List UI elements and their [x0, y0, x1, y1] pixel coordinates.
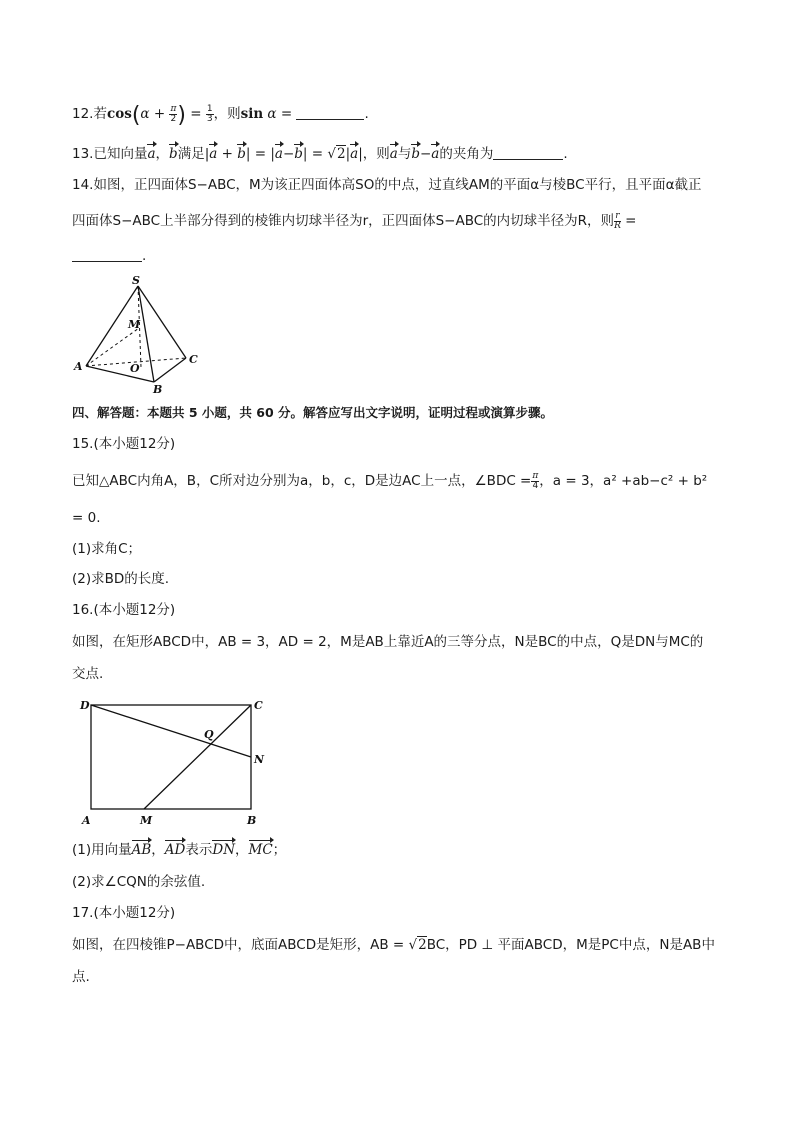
abs-bar: |: [345, 146, 351, 162]
denominator: 2: [170, 113, 177, 124]
label-O: O: [130, 362, 140, 375]
text: 如图，在四棱锥P−ABCD中，底面ABCD是矩形，AB =: [72, 937, 409, 953]
edge-AB: [86, 366, 154, 382]
numerator: π: [532, 470, 539, 481]
edge-SB: [138, 286, 154, 382]
text: 四面体S−ABC上半部分得到的棱锥内切球半径为r，正四面体S−ABC的内切球半径为R，则: [72, 213, 615, 229]
text: ，a = 3，a² +ab−c² + b²: [539, 473, 708, 489]
numerator: r: [615, 210, 620, 221]
answer-blank[interactable]: [493, 145, 563, 160]
label-A: A: [82, 814, 91, 827]
sin-function: sin: [240, 106, 264, 122]
period: .: [563, 146, 568, 162]
question-16-line-1: 如图，在矩形ABCD中，AB = 3，AD = 2，M是AB上靠近A的三等分点，N是BC的中点，Q是DN与MC的: [72, 634, 704, 650]
fraction-1-over-3: [206, 105, 214, 124]
period: .: [364, 106, 369, 122]
section-heading: 四、解答题：本题共 5 小题，共 60 分。解答应写出文字说明，证明过程或演算步骤。: [72, 405, 554, 420]
vector-AD: AD: [164, 842, 186, 858]
text: ，: [155, 146, 170, 162]
sqrt-content: 2: [336, 146, 346, 162]
vector-a: a: [274, 146, 283, 162]
text: 表示: [185, 842, 213, 858]
label-S: S: [132, 274, 140, 287]
text: BC，PD ⊥ 平面ABCD，M是PC中点，N是AB中: [426, 937, 715, 953]
plus-sign: +: [217, 146, 238, 162]
minus-sign: −: [282, 146, 295, 162]
question-16-part-1: [72, 840, 286, 860]
vector-DN: DN: [212, 842, 236, 858]
text: ，: [151, 842, 165, 858]
segment-DN: [91, 705, 251, 757]
label-B: B: [153, 383, 163, 396]
question-14-line-2: [72, 211, 636, 231]
text: ，: [235, 842, 249, 858]
question-15-header: 15.(本小题12分): [72, 436, 176, 452]
question-number: 12.: [72, 106, 94, 122]
label-N: N: [254, 753, 265, 766]
segment-MC: [144, 705, 251, 809]
label-B: B: [247, 814, 257, 827]
question-17-header: 17.(本小题12分): [72, 905, 176, 921]
sqrt-sign: √: [408, 937, 418, 953]
minus-sign: −: [419, 146, 432, 162]
text: 已知△ABC内角A，B，C所对边分别为a，b，c，D是边AC上一点，∠BDC =: [72, 473, 532, 489]
question-16-part-2: (2)求∠CQN的余弦值.: [72, 874, 206, 890]
text: (1)用向量: [72, 842, 132, 858]
period: .: [142, 248, 147, 264]
vector-a: a: [389, 146, 398, 162]
segment-AM-hidden: [86, 328, 139, 366]
rectangle-ABCD: [91, 705, 251, 809]
denominator: 4: [532, 480, 539, 491]
paren-left: (: [131, 103, 141, 128]
alpha-symbol: α: [140, 106, 150, 122]
cos-function: cos: [106, 106, 132, 122]
alpha-symbol: α: [263, 106, 277, 122]
text: 满足|: [177, 146, 210, 162]
plus-sign: +: [149, 106, 170, 122]
question-15-line-2: = 0.: [72, 510, 101, 526]
equals-sign: =: [185, 106, 206, 122]
denominator: 3: [206, 113, 213, 124]
fraction-r-over-R: [614, 212, 621, 231]
edge-SC: [138, 286, 186, 358]
question-14-line-1: 14.如图，正四面体S−ABC，M为该正四面体高SO的中点，过直线AM的平面α与棱BC平行，且平面α截正: [72, 177, 702, 193]
vector-AB: AB: [131, 842, 152, 858]
vector-a: a: [209, 146, 218, 162]
vector-b: b: [169, 146, 178, 162]
question-14-line-3: [72, 246, 146, 266]
question-13: [72, 144, 568, 164]
question-15-part-2: (2)求BD的长度.: [72, 571, 170, 587]
answer-blank[interactable]: [72, 247, 142, 262]
vector-MC: MC: [248, 842, 273, 858]
question-15-part-1: (1)求角C；: [72, 541, 142, 557]
sqrt-content: 2: [418, 937, 427, 953]
label-A: A: [74, 360, 83, 373]
vector-b: b: [411, 146, 420, 162]
vector-a: a: [431, 146, 440, 162]
text: 的夹角为: [439, 146, 494, 162]
vector-a: a: [350, 146, 359, 162]
rectangle-figure: [72, 694, 272, 830]
question-16-line-2: 交点.: [72, 666, 104, 682]
label-C: C: [254, 699, 263, 712]
text: ；: [272, 842, 287, 858]
vector-b: b: [237, 146, 246, 162]
text: ，则: [213, 106, 241, 122]
question-16-header: 16.(本小题12分): [72, 602, 176, 618]
answer-blank[interactable]: [296, 105, 364, 120]
label-M: M: [140, 814, 153, 827]
denominator: R: [614, 220, 621, 231]
question-17-line-1: [72, 935, 715, 955]
text: 与: [397, 146, 412, 162]
tetrahedron-figure: [70, 272, 210, 396]
label-D: D: [80, 699, 90, 712]
question-17-line-2: 点.: [72, 969, 90, 985]
label-M: M: [128, 318, 141, 331]
numerator: 1: [206, 103, 213, 114]
text: | = |: [245, 146, 275, 162]
question-12: [72, 104, 369, 126]
question-15-line-1: [72, 471, 707, 491]
numerator: π: [170, 103, 177, 114]
vector-a: a: [147, 146, 156, 162]
label-C: C: [189, 353, 198, 366]
equals-sign: =: [276, 106, 297, 122]
edge-BC: [154, 358, 186, 382]
vector-b: b: [294, 146, 303, 162]
paren-right: ): [177, 103, 186, 128]
label-Q: Q: [204, 728, 214, 741]
abs-bar: |: [358, 146, 363, 162]
text: | =: [302, 146, 328, 162]
equals-sign: =: [620, 213, 637, 229]
text: 若: [93, 106, 107, 122]
text: 13.已知向量: [72, 146, 148, 162]
sqrt-sign: √: [327, 146, 336, 162]
text: ，则: [362, 146, 390, 162]
